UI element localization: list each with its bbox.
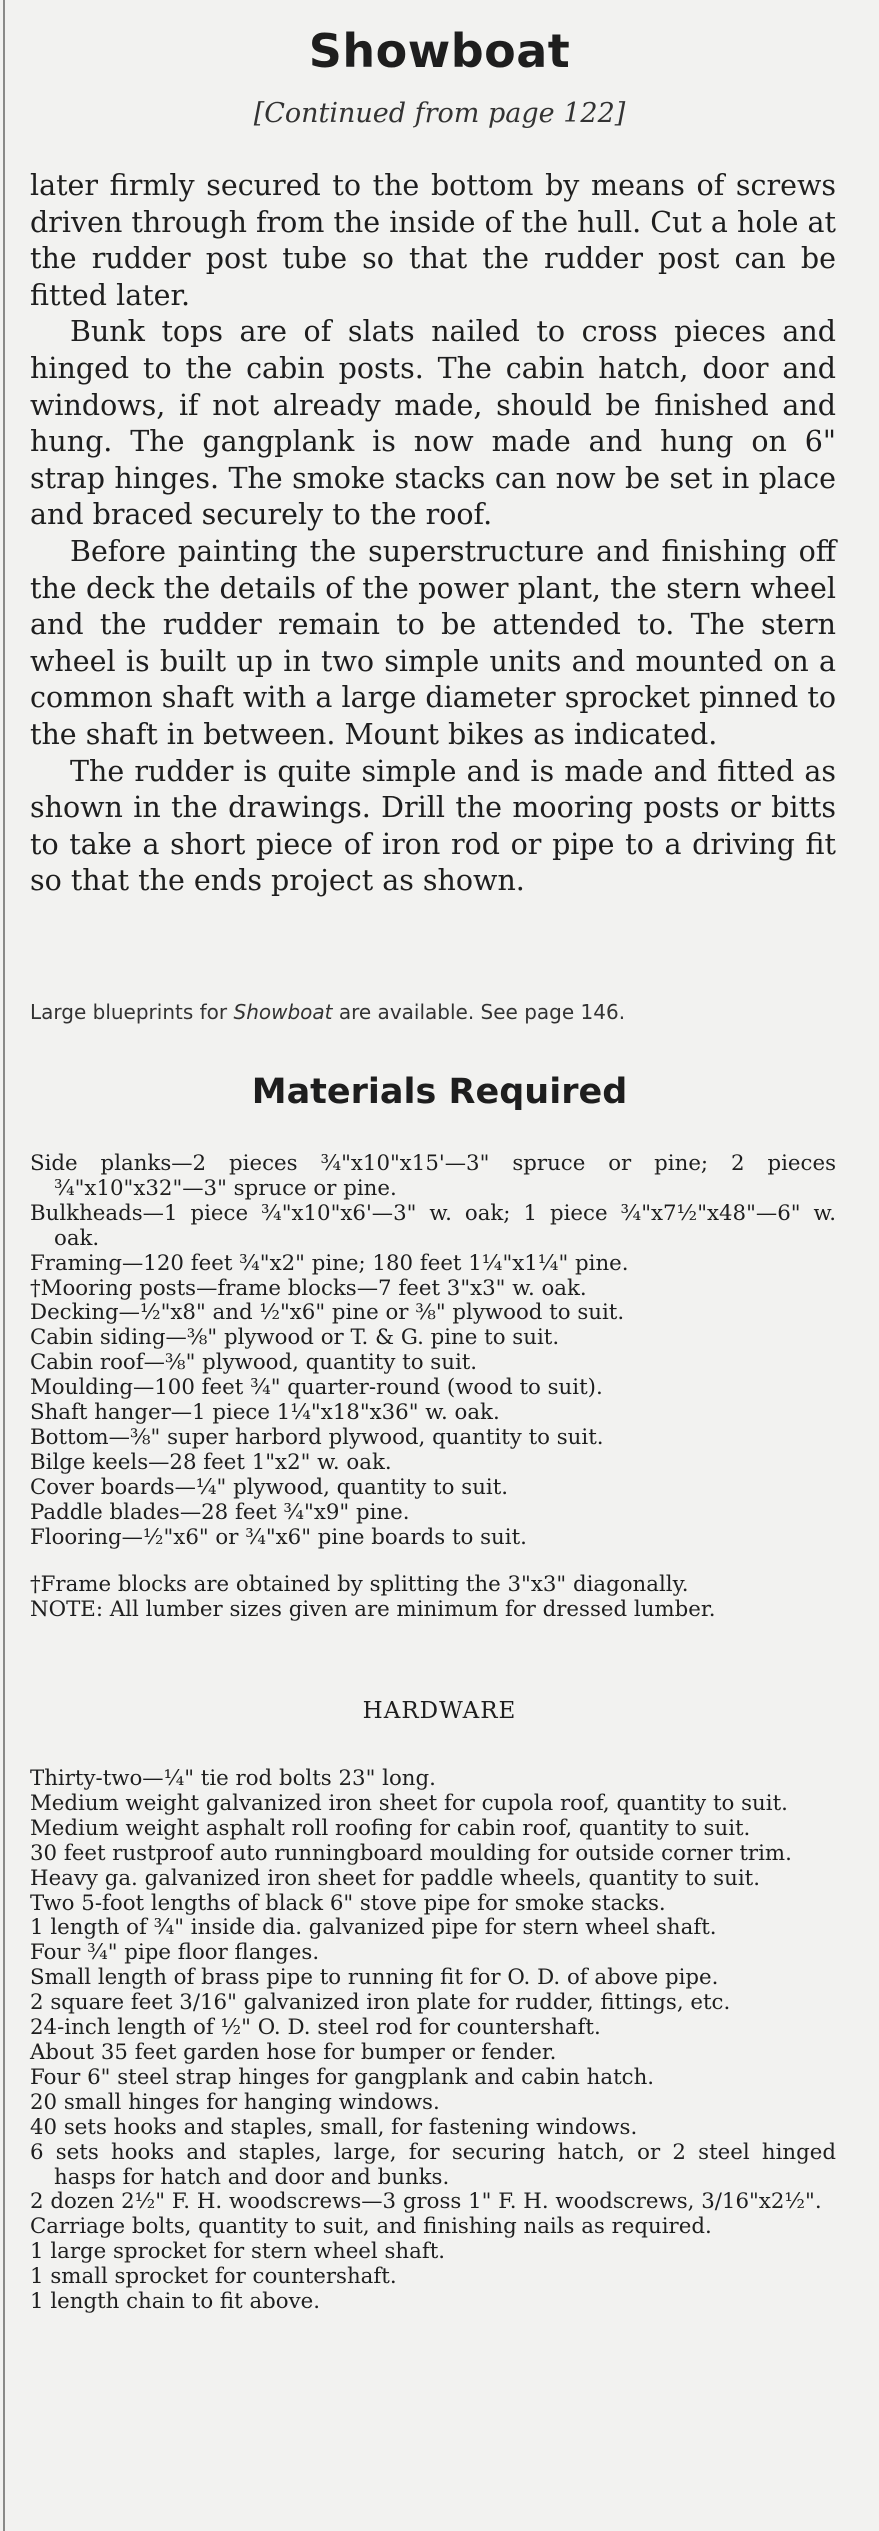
hardware-item: Four 6" steel strap hinges for gangplank and cabin hatch. (30, 2064, 655, 2090)
materials-note: NOTE: All lumber sizes given are minimum for dressed lumber. (30, 1596, 716, 1622)
materials-note: †Frame blocks are obtained by splitting the 3"x3" diagonally. (30, 1572, 689, 1597)
hardware-item: Two 5-foot lengths of black 6" stove pipe for smoke stacks. (30, 1890, 666, 1916)
materials-item: Cabin roof—⅜" plywood, quantity to suit. (30, 1350, 478, 1376)
materials-item: Framing—120 feet ¾"x2" pine; 180 feet 1¼"x1¼" pine. (30, 1250, 629, 1276)
blueprint-text-after: are available. See page 146. (332, 1000, 626, 1024)
materials-item: Shaft hanger—1 piece 1¼"x18"x36" w. oak. (30, 1400, 500, 1426)
materials-item: Bilge keels—28 feet 1"x2" w. oak. (30, 1449, 392, 1475)
hardware-item: 24-inch length of ½" O. D. steel rod for countershaft. (30, 2015, 601, 2041)
body-paragraph: later firmly secured to the bottom by means of screws driven through from the inside of the hull. Cut a hole at the rudder post tube so that the rudder post can be fitted later. (30, 169, 836, 312)
hardware-item: 2 dozen 2½" F. H. woodscrews—3 gross 1" F. H. woodscrews, 3/16"x2½". (30, 2189, 822, 2215)
materials-item: †Mooring posts—frame blocks—7 feet 3"x3" w. oak. (30, 1275, 587, 1301)
article-body (30, 168, 836, 900)
page-edge-rule (3, 0, 5, 2531)
blueprint-title: Showboat (233, 1000, 333, 1024)
hardware-item: Heavy ga. galvanized iron sheet for paddle wheels, quantity to suit. (30, 1865, 760, 1891)
body-paragraph: Bunk tops are of slats nailed to cross pieces and hinged to the cabin posts. The cabin hatch, door and windows, if not already made, should be finished and hung. The gangplank is now made and hung on 6" strap hinges. The smoke stacks can now be set in place and braced securely to the roof. (30, 315, 836, 532)
materials-item: Flooring—½"x6" or ¾"x6" pine boards to suit. (30, 1524, 527, 1550)
materials-item: Moulding—100 feet ¾" quarter-round (wood to suit). (30, 1375, 603, 1401)
hardware-item: 2 square feet 3/16" galvanized iron plate for rudder, fittings, etc. (30, 1990, 731, 2016)
materials-item: Cover boards—¼" plywood, quantity to suit. (30, 1474, 509, 1500)
materials-item: Bottom—⅜" super harbord plywood, quantity to suit. (30, 1424, 604, 1450)
blueprint-text-before: Large blueprints for (30, 1000, 234, 1024)
body-paragraph: The rudder is quite simple and is made and fitted as shown in the drawings. Drill the mooring posts or bitts to take a short piece of iron rod or pipe to a driving fit so that the ends project as shown. (30, 754, 836, 898)
hardware-item: 40 sets hooks and staples, small, for fastening windows. (30, 2114, 638, 2140)
hardware-item: Carriage bolts, quantity to suit, and finishing nails as required. (30, 2214, 712, 2240)
materials-heading: Materials Required (251, 1072, 628, 1112)
hardware-item: Thirty-two—¼" tie rod bolts 23" long. (30, 1766, 436, 1791)
continued-note: [Continued from page 122] (253, 98, 626, 129)
materials-item: Paddle blades—28 feet ¾"x9" pine. (30, 1499, 410, 1525)
materials-notes (30, 1573, 836, 1623)
materials-item: Side planks—2 pieces ¾"x10"x15'—3" spruce or pine; 2 pieces ¾"x10"x32"—3" spruce or pine. (30, 1151, 836, 1201)
materials-item: Bulkheads—1 piece ¾"x10"x6'—3" w. oak; 1 piece ¾"x7½"x48"—6" w. oak. (30, 1200, 836, 1251)
hardware-item: 1 length of ¾" inside dia. galvanized pipe for stern wheel shaft. (30, 1915, 717, 1941)
hardware-item: 20 small hinges for hanging windows. (30, 2089, 440, 2115)
hardware-item: 1 length chain to fit above. (30, 2289, 321, 2315)
blueprint-notice (30, 1000, 836, 1024)
hardware-item: 30 feet rustproof auto runningboard moulding for outside corner trim. (30, 1840, 792, 1866)
hardware-item: 1 small sprocket for countershaft. (30, 2264, 397, 2290)
hardware-item: Medium weight galvanized iron sheet for cupola roof, quantity to suit. (30, 1790, 788, 1816)
hardware-item: Four ¾" pipe floor flanges. (30, 1940, 320, 1966)
article-title: Showboat (308, 24, 571, 78)
hardware-list (30, 1767, 836, 2315)
body-paragraph: Before painting the superstructure and finishing off the deck the details of the power plant, the stern wheel and the rudder remain to be attended to. The stern wheel is built up in two simple units and mounted on a common shaft with a large diameter sprocket pinned to the shaft in between. Mount bikes as indicated. (30, 534, 836, 751)
materials-item: Decking—½"x8" and ½"x6" pine or ⅜" plywood to suit. (30, 1300, 625, 1326)
hardware-item: About 35 feet garden hose for bumper or fender. (30, 2039, 557, 2065)
hardware-item: 6 sets hooks and staples, large, for securing hatch, or 2 steel hinged hasps for hatch and door and bunks. (30, 2139, 836, 2190)
hardware-item: Small length of brass pipe to running fit for O. D. of above pipe. (30, 1965, 719, 1991)
hardware-item: 1 large sprocket for stern wheel shaft. (30, 2239, 446, 2265)
materials-item: Cabin siding—⅜" plywood or T. & G. pine to suit. (30, 1325, 560, 1351)
hardware-item: Medium weight asphalt roll roofing for cabin roof, quantity to suit. (30, 1815, 751, 1841)
materials-list (30, 1152, 836, 1551)
hardware-heading: HARDWARE (362, 1698, 517, 1724)
